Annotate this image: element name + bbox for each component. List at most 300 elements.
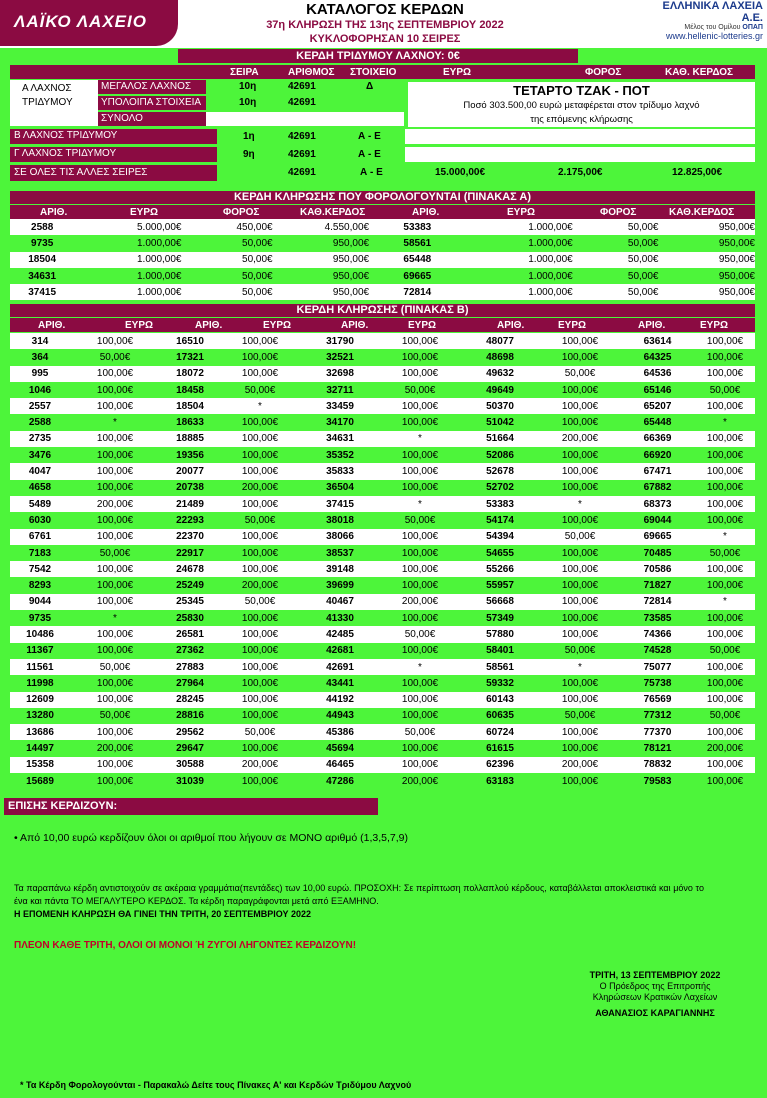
tableB-cell: 59332 [460, 675, 540, 691]
tableB-cell: 50,00€ [695, 643, 755, 659]
tableB-cell: 21489 [176, 498, 204, 510]
tableB-cell: 200,00€ [561, 433, 599, 445]
member-text: Μέλος του Ομίλου [684, 24, 741, 31]
triple-bar: ΚΕΡΔΗ ΤΡΙΔΥΜΟΥ ΛΑΧΝΟΥ: 0€ [178, 49, 578, 63]
tableB-cell: 100,00€ [540, 675, 620, 691]
tableB-cell: 50,00€ [695, 708, 755, 724]
tableA-cell: 950,00€ [718, 254, 755, 266]
tableB-cell: 13686 [26, 726, 54, 738]
rest-number: 42691 [288, 97, 316, 108]
big-series: 10η [239, 81, 257, 92]
tableB-bar: ΚΕΡΔΗ ΚΛΗΡΩΣΗΣ (ΠΙΝΑΚΑΣ Β) [10, 304, 755, 317]
tableB-cell: 100,00€ [401, 759, 439, 771]
tableB-cell: 34170 [300, 414, 380, 430]
tableB-cell: 50,00€ [380, 382, 460, 398]
tableA-cell: 950,00€ [718, 221, 755, 233]
tableB-row [10, 724, 755, 740]
tableB-cell: 100,00€ [561, 726, 599, 738]
tableB-cell: 100,00€ [540, 480, 620, 496]
tableB-cell: 69044 [620, 512, 695, 528]
tableB-cell: 100,00€ [540, 349, 620, 365]
tableB-cell: 18885 [176, 433, 204, 445]
tableB-cell: 78121 [620, 740, 695, 756]
a-label-2: ΤΡΙΔΥΜΟΥ [22, 97, 73, 108]
all-element: Α - Ε [360, 167, 383, 178]
tableB-cell: 70586 [643, 563, 672, 575]
tableA-cell: 50,00€ [627, 254, 659, 266]
tableA-cell: 72814 [403, 286, 432, 298]
tableB-cell: 67882 [620, 480, 695, 496]
tableB-cell: 52702 [460, 480, 540, 496]
tableB-cell: 7542 [28, 563, 52, 575]
tableA-cell: 65448 [403, 254, 432, 266]
rest-label: ΥΠΟΛΟΙΠΑ ΣΤΟΙΧΕΙΑ [101, 97, 202, 108]
website-link[interactable]: www.hellenic-lotteries.gr [665, 31, 763, 41]
tableB-cell: 6761 [28, 531, 52, 543]
tableB-cell: 100,00€ [96, 466, 134, 478]
c-element: Α - Ε [358, 149, 381, 160]
tableB-cell: 55266 [486, 563, 514, 575]
tableB-cell: 100,00€ [706, 694, 744, 706]
tableB-cell: 71827 [620, 577, 695, 593]
tableA-cell: 1.000,00€ [528, 221, 573, 233]
tableB-cell: 200,00€ [695, 740, 755, 756]
tableB-cell: 100,00€ [706, 726, 744, 738]
tableB-cell: 100,00€ [706, 368, 744, 380]
tableB-cell: 100,00€ [540, 610, 620, 626]
tableB-cell: 55957 [460, 577, 540, 593]
tableB-cell: 100,00€ [220, 447, 300, 463]
tableA-cell: 50,00€ [573, 268, 659, 284]
tableB-cell: 100,00€ [96, 531, 134, 543]
tableA-cell: 69665 [369, 268, 465, 284]
tableB-cell: 100,00€ [695, 577, 755, 593]
total-blank [206, 112, 404, 126]
tableB-row [10, 740, 755, 756]
brand-name: ΛΑΪΚΟ ΛΑΧΕΙΟ [14, 12, 147, 31]
tableB-cell: 54174 [460, 512, 540, 528]
tableB-cell: 25345 [176, 596, 204, 608]
tableA-cell: 1.000,00€ [74, 235, 181, 251]
tableB-cell: 77312 [620, 708, 695, 724]
tableA-col: ΑΡΙΘ. [40, 207, 68, 218]
tableB-cell: 22370 [176, 531, 204, 543]
c-label: Γ ΛΑΧΝΟΣ ΤΡΙΔΥΜΟΥ [14, 148, 117, 159]
tableB-cell: 48698 [460, 349, 540, 365]
tableB-cell: 51042 [460, 414, 540, 430]
tableB-cell: 200,00€ [241, 759, 279, 771]
tableB-cell: 43441 [300, 675, 380, 691]
tableB-cell: 100,00€ [380, 447, 460, 463]
tableA-row [10, 219, 755, 235]
tableB-col: ΕΥΡΩ [700, 320, 729, 331]
tableB-row [10, 480, 755, 496]
page-title: ΚΑΤΑΛΟΓΟΣ ΚΕΡΔΩΝ [306, 1, 464, 18]
all-label-box [10, 165, 217, 181]
tableB-cell: 45694 [300, 740, 380, 756]
tableA-cell: 1.000,00€ [466, 268, 573, 284]
tableB-cell: 100,00€ [241, 694, 279, 706]
tableB-cell: 100,00€ [706, 335, 744, 347]
tableB-cell: 200,00€ [220, 577, 300, 593]
page-header [0, 0, 767, 48]
tableA-cell: 9735 [10, 235, 74, 251]
tableB-row [10, 659, 755, 675]
tableB-cell: 26581 [176, 628, 204, 640]
tableB-cell: 15358 [26, 759, 54, 771]
tableB-cell: 52086 [460, 447, 540, 463]
tableB-cell: 15689 [10, 773, 70, 789]
signature-block [560, 970, 750, 1019]
tableB-cell: 12609 [26, 694, 54, 706]
tableB-header-row [10, 318, 755, 332]
tableA [10, 219, 755, 300]
c-series: 9η [243, 149, 255, 160]
tableB-cell: 32698 [326, 368, 354, 380]
tableB-cell: * [723, 531, 727, 543]
opap-logo: ΟΠΑΠ [742, 24, 763, 31]
tableB-cell: 65448 [620, 414, 695, 430]
tableB-row [10, 757, 755, 773]
tableA-cell: 1.000,00€ [137, 254, 182, 266]
tableA-bar: ΚΕΡΔΗ ΚΛΗΡΩΣΗΣ ΠΟΥ ΦΟΡΟΛΟΓΟΥΝΤΑΙ (ΠΙΝΑΚΑΣ Α) [10, 191, 755, 204]
tableB-cell: * [578, 661, 582, 673]
tableB-cell: 100,00€ [540, 773, 620, 789]
tableB-row [10, 349, 755, 365]
big-number: 42691 [288, 81, 316, 92]
tableB-cell: 100,00€ [241, 466, 279, 478]
tableA-cell: 950,00€ [273, 268, 369, 284]
tableB-col: ΑΡΙΘ. [341, 320, 369, 331]
tableB-cell: 35352 [300, 447, 380, 463]
tableB-cell: 100,00€ [380, 740, 460, 756]
tableB-cell: 100,00€ [695, 610, 755, 626]
tableB-cell: 30588 [176, 759, 204, 771]
total-label: ΣΥΝΟΛΟ [101, 113, 143, 124]
col-net: ΚΑΘ. ΚΕΡΔΟΣ [665, 67, 734, 78]
tableB-row [10, 626, 755, 642]
also-win-bar [4, 798, 378, 815]
tableB-cell: 200,00€ [70, 740, 160, 756]
tableB-cell: 3476 [10, 447, 70, 463]
tableB-cell: 200,00€ [96, 498, 134, 510]
tableB-cell: 64536 [643, 368, 672, 380]
tableB-row [10, 463, 755, 479]
tableB-cell: 13280 [10, 708, 70, 724]
draw-subtitle: 37η ΚΛΗΡΩΣΗ ΤΗΣ 13ης ΣΕΠΤΕΜΒΡΙΟΥ 2022 [266, 19, 504, 31]
tableB-cell: 100,00€ [380, 414, 460, 430]
total-label-box [98, 112, 206, 126]
tableB-cell: 100,00€ [70, 512, 160, 528]
big-label-box [98, 80, 206, 94]
tableB-cell: 100,00€ [241, 563, 279, 575]
tableB-cell: 100,00€ [540, 545, 620, 561]
tableB-cell: * [418, 433, 422, 445]
tableB-row [10, 692, 755, 708]
b-blank [405, 129, 755, 144]
tableB-cell: 50,00€ [244, 596, 276, 608]
tableB-cell: 100,00€ [706, 661, 744, 673]
tableB-row [10, 773, 755, 789]
tableB-cell: 100,00€ [380, 349, 460, 365]
tableB-cell: 20738 [160, 480, 220, 496]
tableB-cell: 63183 [460, 773, 540, 789]
tableA-cell: 50,00€ [573, 235, 659, 251]
tableB-cell: 50,00€ [244, 726, 276, 738]
tableB-col: ΑΡΙΘ. [195, 320, 223, 331]
tableB-cell: * [258, 400, 262, 412]
tableA-cell: 50,00€ [182, 235, 273, 251]
tableA-cell: 50,00€ [182, 268, 273, 284]
tableB-cell: 100,00€ [220, 740, 300, 756]
sign-role-2: Κληρώσεων Κρατικών Λαχείων [592, 992, 718, 1002]
tableB-cell: 41330 [300, 610, 380, 626]
tableB-cell: * [70, 414, 160, 430]
tableB-cell: 56668 [486, 596, 514, 608]
tableB-cell: 52678 [486, 466, 514, 478]
next-draw: Η ΕΠΟΜΕΝΗ ΚΛΗΡΩΣΗ ΘΑ ΓΙΝΕΙ ΤΗΝ ΤΡΙΤΗ, 20 ΣΕΠΤΕΜΒΡΙΟΥ 2022 [14, 909, 311, 919]
tableB-row [10, 610, 755, 626]
tableA-cell: 1.000,00€ [74, 268, 181, 284]
tableB-cell: 100,00€ [220, 545, 300, 561]
tableB-row [10, 643, 755, 659]
tableB-cell: 100,00€ [695, 773, 755, 789]
tableB-cell: 73585 [620, 610, 695, 626]
tableB-row [10, 708, 755, 724]
tableB-row [10, 366, 755, 382]
tableB-cell: 100,00€ [695, 447, 755, 463]
tableB-cell: 24678 [176, 563, 204, 575]
tableB-cell: 74366 [643, 628, 672, 640]
tableB-cell: 100,00€ [695, 675, 755, 691]
tableB-col: ΑΡΙΘ. [38, 320, 66, 331]
tableA-cell: 53383 [403, 221, 432, 233]
tableB-cell: 79583 [620, 773, 695, 789]
tableB-cell: 18504 [176, 400, 204, 412]
tableB-cell: 68373 [643, 498, 672, 510]
tableA-cell: 950,00€ [332, 286, 370, 298]
tableA-cell: 1.000,00€ [528, 254, 573, 266]
tableB-cell: 25830 [160, 610, 220, 626]
tableB-cell: * [723, 596, 727, 608]
tableB-row [10, 512, 755, 528]
tableB-cell: 77370 [643, 726, 672, 738]
tableB-cell: 38537 [300, 545, 380, 561]
col-number: ΑΡΙΘΜΟΣ [288, 67, 335, 78]
tableB-cell: 45386 [326, 726, 354, 738]
tableB-cell: 100,00€ [401, 368, 439, 380]
tableB-cell: 27362 [160, 643, 220, 659]
b-series: 1η [243, 131, 255, 142]
tableB-cell: 72814 [643, 596, 672, 608]
tableB-cell: 50,00€ [380, 512, 460, 528]
tableB-cell: 100,00€ [380, 480, 460, 496]
org-logo [643, 0, 763, 41]
tableB-cell: 51664 [486, 433, 514, 445]
tableB-cell: 75738 [620, 675, 695, 691]
tableB-col: ΑΡΙΘ. [638, 320, 666, 331]
tableB-cell: 100,00€ [220, 643, 300, 659]
series-count: ΚΥΚΛΟΦΟΡΗΣΑΝ 10 ΣΕΙΡΕΣ [309, 33, 461, 45]
tableB-cell: 100,00€ [540, 577, 620, 593]
sign-name: ΑΘΑΝΑΣΙΟΣ ΚΑΡΑΓΙΑΝΝΗΣ [595, 1008, 715, 1018]
tableB-cell: 100,00€ [380, 643, 460, 659]
tableB-row [10, 447, 755, 463]
tableB-cell: 9735 [10, 610, 70, 626]
tableA-cell: 18504 [28, 254, 57, 266]
tableB-cell: 50,00€ [220, 512, 300, 528]
tableB-row [10, 675, 755, 691]
tableB-cell: 50,00€ [695, 382, 755, 398]
tableB-cell: 69665 [643, 531, 672, 543]
tableA-cell: 50,00€ [627, 221, 659, 233]
big-label: ΜΕΓΑΛΟΣ ΛΑΧΝΟΣ [101, 81, 192, 92]
tableA-col: ΦΟΡΟΣ [223, 207, 260, 218]
tableB-cell: 22917 [160, 545, 220, 561]
tableB-cell: 32711 [300, 382, 380, 398]
tableB-row [10, 431, 755, 447]
tableB-cell: 27964 [160, 675, 220, 691]
tableB-cell: 100,00€ [96, 433, 134, 445]
tableA-cell: 950,00€ [273, 235, 369, 251]
tableB-cell: 100,00€ [96, 400, 134, 412]
sign-role-1: Ο Πρόεδρος της Επιτροπής [599, 981, 711, 991]
tableB-cell: 42691 [326, 661, 354, 673]
tableB-cell: 76569 [643, 694, 672, 706]
col-euro: ΕΥΡΩ [443, 67, 472, 78]
tableB-cell: 6030 [10, 512, 70, 528]
tableB-row [10, 333, 755, 349]
tableB-cell: 60143 [486, 694, 514, 706]
tableB-cell: 36504 [300, 480, 380, 496]
tableB-cell: 29647 [160, 740, 220, 756]
tableB-cell: 9044 [28, 596, 52, 608]
tableB-cell: 100,00€ [695, 512, 755, 528]
tableB-cell: 100,00€ [96, 759, 134, 771]
tableB-cell: 100,00€ [561, 400, 599, 412]
jackpot-text-1: Ποσό 303.500,00 ευρώ μεταφέρεται στον τρίδυμο λαχνό [463, 100, 700, 111]
b-number: 42691 [288, 131, 316, 142]
tableB-col: ΕΥΡΩ [125, 320, 154, 331]
tableB-cell: 11998 [10, 675, 70, 691]
tableB-cell: 100,00€ [220, 708, 300, 724]
tableB-cell: 50,00€ [404, 628, 436, 640]
a-label-1: Α ΛΑΧΝΟΣ [22, 83, 72, 94]
tableB-cell: 100,00€ [561, 466, 599, 478]
tableA-cell: 50,00€ [242, 254, 273, 266]
tableB-cell: 100,00€ [706, 400, 744, 412]
tableB-cell: 44943 [300, 708, 380, 724]
rules-paragraph: Τα παραπάνω κέρδη αντιστοιχούν σε ακέραια γραμμάτια(πεντάδες) των 10,00 ευρώ. ΠΡΟΣΟΧΗ: Σε περίπτωση πολλαπλού κέρδους, καταβάλλεται αποκλειστικά και μόνο το ένα και πάντα ΤΟ ΜΕΓΑΛΥΤΕΡΟ ΚΕΡΔΟΣ. Τα κέρδη παραγράφονται μετά από ΕΞΑΜΗΝΟ. [14, 883, 704, 906]
tableB-cell: 34631 [326, 433, 354, 445]
tableB-cell: 100,00€ [241, 498, 279, 510]
tableB-cell: 100,00€ [401, 563, 439, 575]
tableB-cell: 14497 [10, 740, 70, 756]
tableB-cell: 42681 [300, 643, 380, 659]
tableB-cell: 100,00€ [540, 382, 620, 398]
tableB-cell: 49649 [460, 382, 540, 398]
odd-numbers-rule: • Από 10,00 ευρώ κερδίζουν όλοι οι αριθμοί που λήγουν σε ΜΟΝΟ αριθμό (1,3,5,7,9) [14, 832, 408, 844]
tableB-cell: 7183 [10, 545, 70, 561]
tableB-cell: 100,00€ [70, 577, 160, 593]
tableB-cell: 75077 [643, 661, 672, 673]
tableB-cell: 74528 [620, 643, 695, 659]
tableB-cell: 10486 [26, 628, 54, 640]
tableB-cell: * [70, 610, 160, 626]
tableB-row [10, 414, 755, 430]
tableB-cell: 66369 [643, 433, 672, 445]
tableB-cell: 50,00€ [695, 545, 755, 561]
tableA-row [10, 252, 755, 268]
tableB-cell: 32521 [300, 349, 380, 365]
tableB-cell: 100,00€ [96, 726, 134, 738]
tableB-cell: 100,00€ [70, 773, 160, 789]
tableA-row [10, 284, 755, 300]
tableB-cell: 100,00€ [96, 335, 134, 347]
jackpot-text-2: της επόμενης κλήρωσης [530, 114, 633, 125]
tableB-cell: * [695, 414, 755, 430]
tableB-cell: 50,00€ [404, 726, 436, 738]
tableB-cell: 47286 [300, 773, 380, 789]
tableB-cell: 100,00€ [706, 628, 744, 640]
tableB-cell: 4047 [28, 466, 52, 478]
tableB-cell: 18633 [160, 414, 220, 430]
tableB-cell: 65207 [643, 400, 672, 412]
tableB-cell: 100,00€ [401, 466, 439, 478]
all-net: 12.825,00€ [672, 167, 723, 178]
tableB-cell: 100,00€ [540, 447, 620, 463]
jackpot-title: ΤΕΤΑΡΤΟ ΤΖΑΚ - ΠΟΤ [513, 83, 650, 98]
tableB-cell: 39148 [326, 563, 354, 575]
tableB-cell: 100,00€ [540, 414, 620, 430]
tableB-cell: 100,00€ [401, 400, 439, 412]
tableA-cell: 58561 [369, 235, 465, 251]
tableB-cell: 100,00€ [695, 480, 755, 496]
tableB-cell: 62396 [486, 759, 514, 771]
all-euro: 15.000,00€ [435, 167, 486, 178]
tableB-cell: 25249 [160, 577, 220, 593]
tableB-cell: 100,00€ [241, 628, 279, 640]
tableB-col: ΑΡΙΘ. [497, 320, 525, 331]
tableB-cell: 54394 [486, 531, 514, 543]
tableB-cell: 64325 [620, 349, 695, 365]
tableB-cell: 18072 [176, 368, 204, 380]
tableB-cell: 66920 [620, 447, 695, 463]
c-number: 42691 [288, 149, 316, 160]
tableB-cell: 100,00€ [241, 433, 279, 445]
tableA-cell: 5.000,00€ [137, 221, 182, 233]
tableB-cell: 100,00€ [380, 675, 460, 691]
tableB-row [10, 545, 755, 561]
tableB-cell: 48077 [486, 335, 514, 347]
tableB-row [10, 382, 755, 398]
tableA-cell: 1.000,00€ [137, 286, 182, 298]
tableB-cell: 4658 [10, 480, 70, 496]
tableB [10, 333, 755, 789]
tableB-cell: 100,00€ [70, 447, 160, 463]
tableB-cell: 100,00€ [561, 335, 599, 347]
triple-header-row [10, 65, 755, 79]
tableB-cell: 100,00€ [706, 498, 744, 510]
tableB-cell: 29562 [176, 726, 204, 738]
tableB-cell: 54655 [460, 545, 540, 561]
tableB-cell: 49632 [486, 368, 514, 380]
tableB-cell: 39699 [300, 577, 380, 593]
tableB-cell: 100,00€ [706, 466, 744, 478]
col-series: ΣΕΙΡΑ [230, 67, 259, 78]
tableB-cell: 58401 [460, 643, 540, 659]
member-line [643, 24, 763, 31]
